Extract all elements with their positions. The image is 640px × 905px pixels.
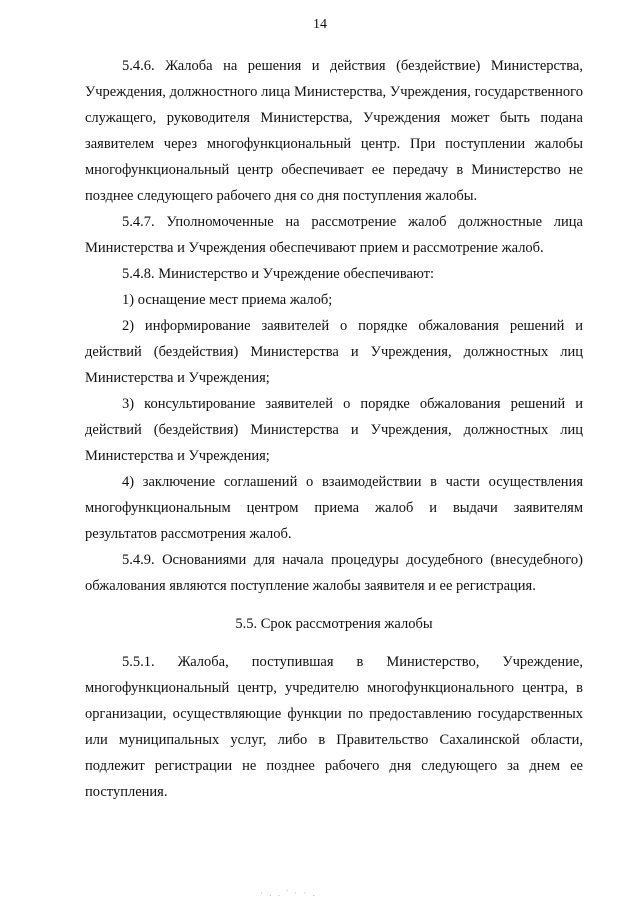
section-heading: 5.5. Срок рассмотрения жалобы xyxy=(235,616,433,632)
paragraph-5-4-8: 5.4.8. Министерство и Учреждение обеспечивают: xyxy=(122,266,434,282)
document-body xyxy=(85,53,583,805)
paragraph-5-4-9: 5.4.9. Основаниями для начала процедуры досудебного (внесудебного) обжалования являются поступление жалобы заявителя и ее регистрация. xyxy=(85,552,583,594)
paragraph-5-5-1: 5.5.1. Жалоба, поступившая в Министерство, Учреждение, многофункциональный центр, учредителю многофункционального центра, в организации, осуществляющие функции по предоставлению государственных или муниципальных услуг, либо в Правительство Сахалинской области, подлежит регистрации не позднее рабочего дня следующего за днем ее поступления. xyxy=(85,654,583,800)
list-item-1: 1) оснащение мест приема жалоб; xyxy=(122,292,333,308)
paragraph-5-4-6: 5.4.6. Жалоба на решения и действия (бездействие) Министерства, Учреждения, должностного лица Министерства, Учреждения, государственного служащего, руководителя Министерства, Учреждения может быть подана заявителем через многофункциональный центр. При поступлении жалобы многофункциональный центр обеспечивает ее передачу в Министерство не позднее следующего рабочего дня со дня поступления жалобы. xyxy=(85,58,583,204)
page-number: 14 xyxy=(313,17,327,32)
paragraph-5-4-7: 5.4.7. Уполномоченные на рассмотрение жалоб должностные лица Министерства и Учреждения обеспечивают прием и рассмотрение жалоб. xyxy=(85,214,583,256)
list-item-4: 4) заключение соглашений о взаимодействии в части осуществления многофункциональным центром приема жалоб и выдачи заявителям результатов рассмотрения жалоб. xyxy=(85,474,583,542)
scan-artifact: · . . ' · · . xyxy=(260,888,317,898)
list-item-3: 3) консультирование заявителей о порядке обжалования решений и действий (бездействия) Министерства и Учреждения, должностных лиц Министерства и Учреждения; xyxy=(85,396,583,464)
list-item-2: 2) информирование заявителей о порядке обжалования решений и действий (бездействия) Министерства и Учреждения, должностных лиц Министерства и Учреждения; xyxy=(85,318,583,386)
